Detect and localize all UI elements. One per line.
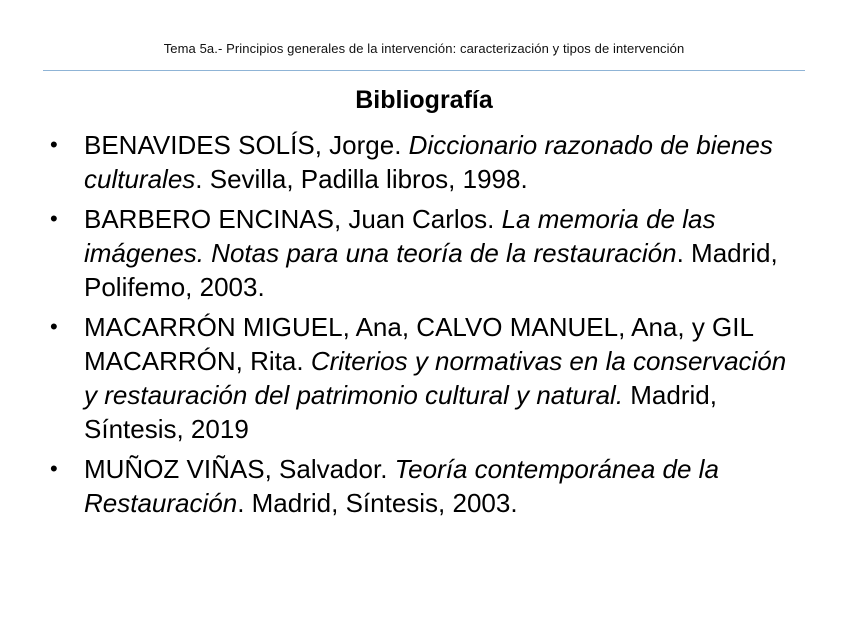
bibliography-entry: [48, 202, 798, 304]
entry-publication: . Sevilla, Padilla libros, 1998.: [195, 164, 528, 194]
entry-author: MUÑOZ VIÑAS, Salvador.: [84, 454, 395, 484]
bibliography-entry: [48, 128, 798, 196]
entry-author: BENAVIDES SOLÍS, Jorge.: [84, 130, 409, 160]
entry-author: BARBERO ENCINAS, Juan Carlos.: [84, 204, 502, 234]
entry-publication: Madrid, Síntesis, 2019: [84, 380, 717, 444]
bullet-icon: •: [50, 132, 58, 157]
entry-work-title: Criterios y normativas en la conservación y restauración del patrimonio cultural y natural.: [84, 346, 787, 410]
entry-author: MACARRÓN MIGUEL, Ana, CALVO MANUEL, Ana, y GIL MACARRÓN, Rita.: [84, 312, 753, 376]
entry-publication: . Madrid, Polifemo, 2003.: [84, 238, 778, 302]
entry-work-title: Teoría contemporánea de la Restauración: [84, 454, 719, 518]
page-title: Bibliografía: [355, 86, 493, 114]
bibliography-list: [48, 128, 798, 526]
entry-publication: . Madrid, Síntesis, 2003.: [237, 488, 518, 518]
header-divider: [43, 70, 805, 71]
bullet-icon: •: [50, 206, 58, 231]
bibliography-entry: [48, 310, 798, 446]
entry-work-title: La memoria de las imágenes. Notas para una teoría de la restauración: [84, 204, 716, 268]
bibliography-entry: [48, 452, 798, 520]
entry-work-title: Diccionario razonado de bienes culturales: [84, 130, 773, 194]
bullet-icon: •: [50, 314, 58, 339]
slide-header: Tema 5a.- Principios generales de la intervención: caracterización y tipos de intervención: [163, 41, 685, 56]
bullet-icon: •: [50, 456, 58, 481]
